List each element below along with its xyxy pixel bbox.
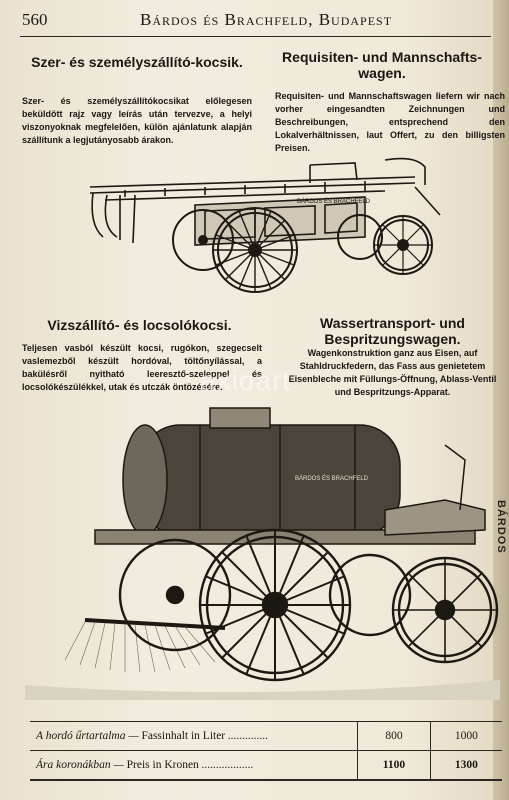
price-table — [30, 721, 502, 781]
table-row — [30, 751, 502, 781]
value-cell: 800 — [358, 722, 430, 751]
section1-title-hu: Szer- és személyszállító-kocsik. — [31, 54, 243, 70]
wagon-inscription: BÁRDOS ÉS BRACHFELD — [297, 199, 371, 205]
row-label: A hordó űrtartalma — Fassinhalt in Liter .............. — [30, 722, 358, 751]
value-cell: 1000 — [430, 722, 502, 751]
personnel-wagon-illustration — [85, 145, 445, 300]
section2-title-hu: Vizszállító- és locsolókocsi. — [47, 317, 232, 333]
page-header — [0, 6, 509, 42]
section2-text-de: Wagenkonstruktion ganz aus Eisen, auf Stahldruckfedern, das Fass aus genietetem Eisenbleche mit Füllungs-Öffnung, Ablass-Ventil und Bespritzungs-Apparat. — [288, 348, 497, 398]
page-number: 560 — [22, 10, 48, 29]
table-row — [30, 722, 502, 751]
water-cart-illustration — [25, 400, 505, 712]
tank-inscription: BÁRDOS ÉS BRACHFELD — [295, 476, 369, 482]
section1-text-hu: Szer- és személyszállítókocsikat előlegesen beküldött rajz vagy leírás után tervezve, a helyi viszonyoknak megfelelően, külön ajánlatunk alapján szállítunk a legjutányosabb árakon. — [22, 96, 252, 146]
watermark: axioart — [200, 365, 292, 396]
section2-text-hu: Teljesen vasból készült kocsi, rugókon, szegecselt vaslemezből készült hordóval, töltőnyílással, a bakülésről nyitható leeresztő-szeleppel és locsolókészülékkel, utak és utczák öntözésére. — [22, 343, 262, 393]
section1-title-de: Requisiten- und Mannschafts-wagen. — [282, 49, 482, 81]
value-cell: 1100 — [358, 751, 430, 781]
section2-title-de: Wassertransport- und Bespritzungswagen. — [320, 315, 465, 347]
spine-text: BÁRDOS — [495, 500, 507, 554]
section1-text-de: Requisiten- und Mannschaftswagen liefern wir nach vorher eingesandten Zeichnungen und Beschreibungen, entsprechend den Lokalverhältnissen, laut Offert, zu den billigsten Preisen. — [275, 91, 505, 154]
header-rule — [20, 36, 491, 37]
value-cell: 1300 — [430, 751, 502, 781]
row-label: Ára koronákban — Preis in Kronen .................. — [30, 751, 358, 781]
running-head: Bárdos és Brachfeld, Budapest — [140, 10, 393, 29]
